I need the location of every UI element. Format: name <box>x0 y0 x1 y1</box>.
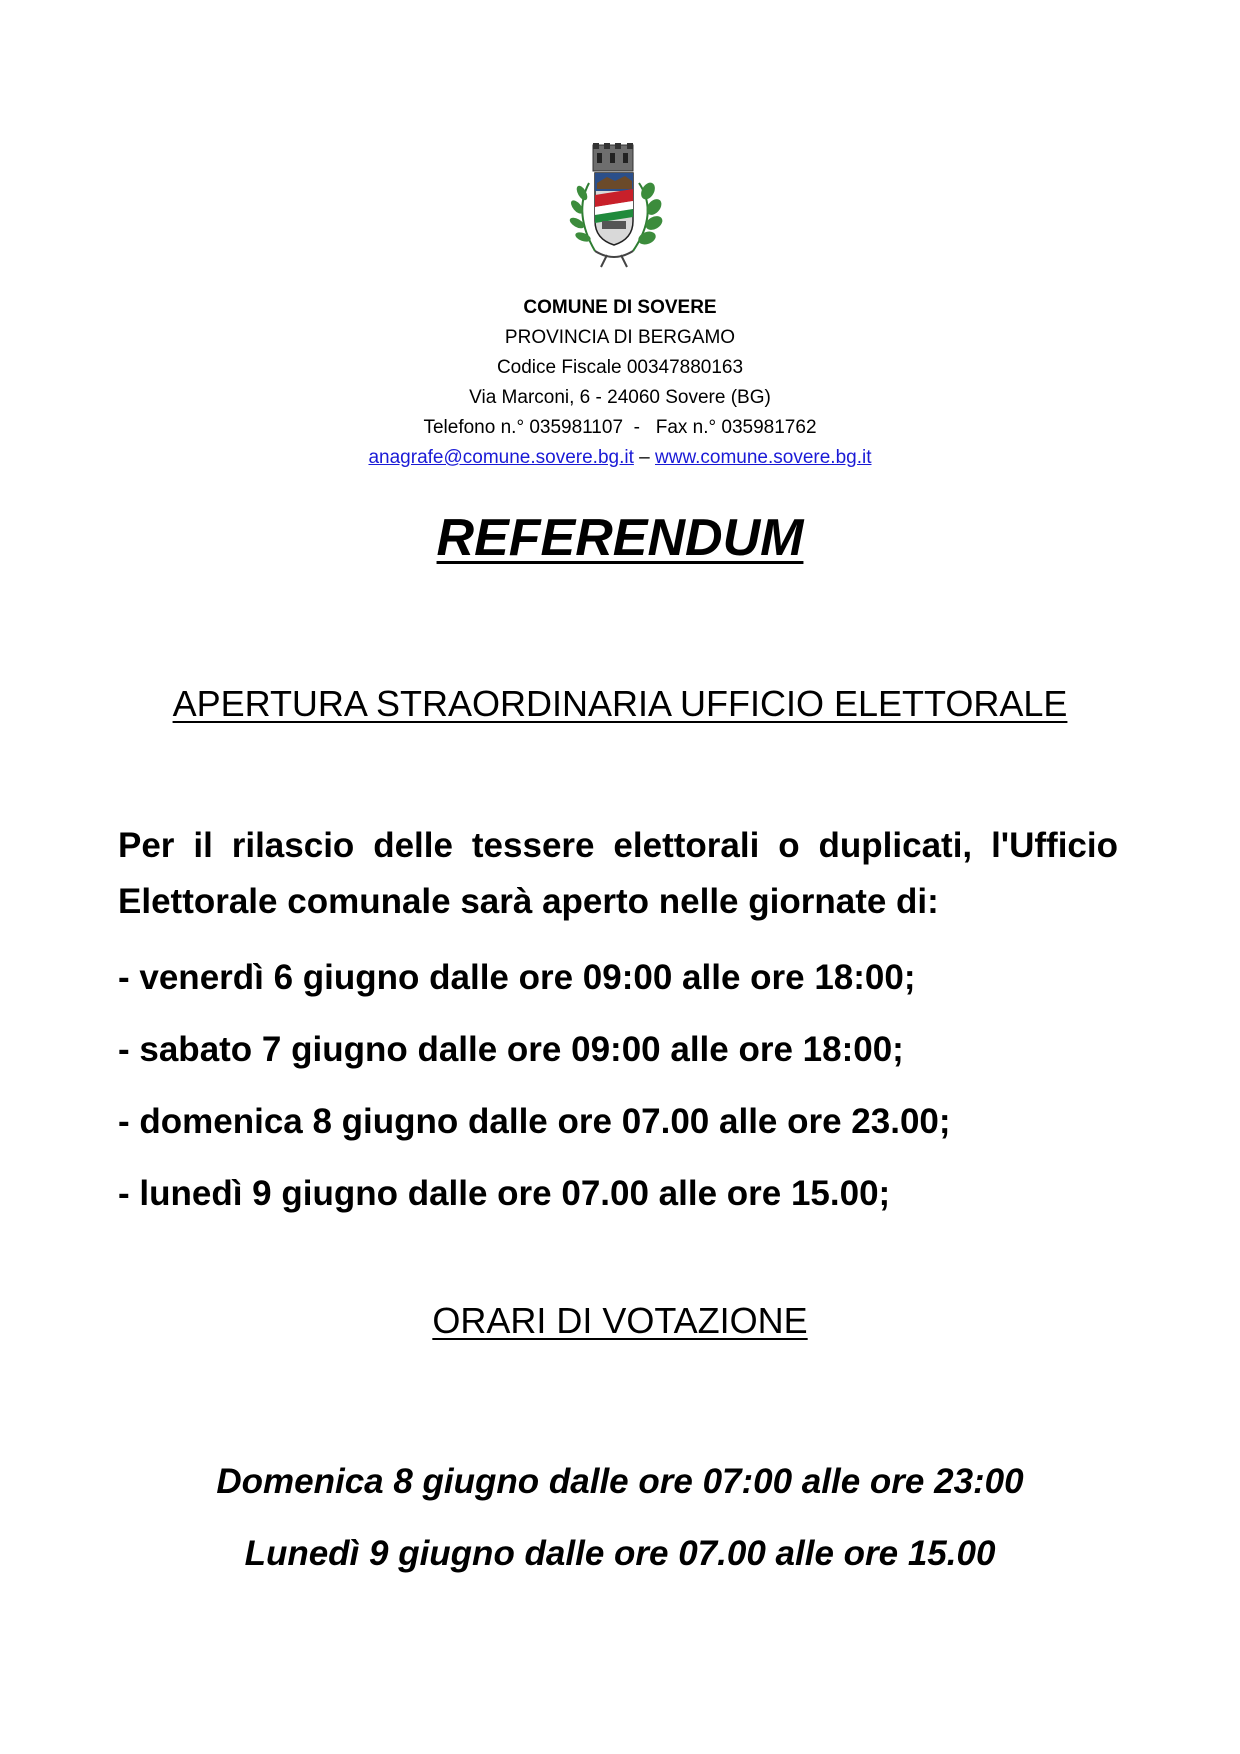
website-link[interactable]: www.comune.sovere.bg.it <box>655 447 872 468</box>
address: Via Marconi, 6 - 24060 Sovere (BG) <box>469 387 771 408</box>
office-opening-dates <box>118 942 1138 1230</box>
fiscal-code: Codice Fiscale 00347880163 <box>496 357 744 378</box>
phone-fax: Telefono n.° 035981107 - Fax n.° 035981762 <box>423 417 817 438</box>
voting-hours-monday: Lunedì 9 giugno dalle ore 07.00 alle ore 15.00 <box>244 1534 996 1573</box>
list-item: - domenica 8 giugno dalle ore 07.00 alle ore 23.00; <box>118 1102 951 1141</box>
list-item: - sabato 7 giugno dalle ore 09:00 alle ore 18:00; <box>118 1030 904 1069</box>
section-heading-office: APERTURA STRAORDINARIA UFFICIO ELETTORALE <box>172 683 1068 724</box>
page-title: REFERENDUM <box>436 509 804 567</box>
list-item: - venerdì 6 giugno dalle ore 09:00 alle ore 18:00; <box>118 958 916 997</box>
contact-links <box>0 443 1240 473</box>
municipality-name: COMUNE DI SOVERE <box>523 297 717 318</box>
province-name: PROVINCIA DI BERGAMO <box>504 327 736 348</box>
voting-hours-sunday: Domenica 8 giugno dalle ore 07:00 alle ore 23:00 <box>216 1462 1024 1501</box>
email-link[interactable]: anagrafe@comune.sovere.bg.it <box>368 447 634 468</box>
intro-paragraph: Per il rilascio delle tessere elettorali o duplicati, l'Ufficio Elettorale comunale sarà aperto nelle giornate di: <box>118 826 1118 921</box>
list-item: - lunedì 9 giugno dalle ore 07.00 alle ore 15.00; <box>118 1174 891 1213</box>
section-heading-voting: ORARI DI VOTAZIONE <box>432 1300 808 1341</box>
municipal-coat-of-arms <box>555 143 690 283</box>
link-separator: – <box>633 447 655 468</box>
